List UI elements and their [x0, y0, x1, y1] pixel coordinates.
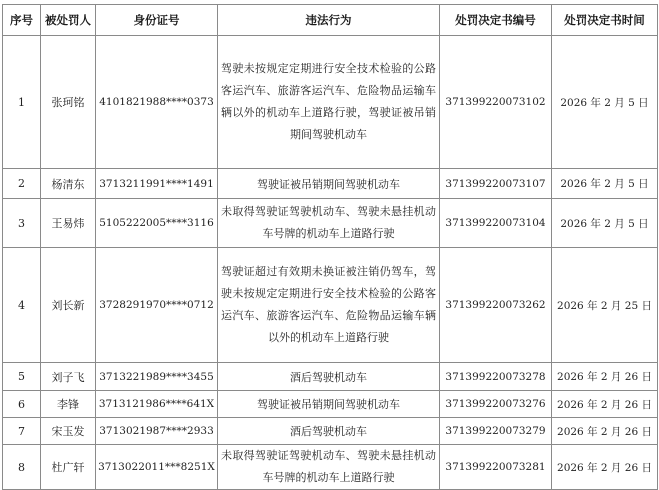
- row-name: 张珂铭: [41, 36, 96, 169]
- row-seq: 8: [3, 445, 41, 490]
- header-seq: 序号: [3, 5, 41, 36]
- row-id: 5105222005****3116: [96, 199, 218, 248]
- row-violation: 驾驶证被吊销期间驾驶机动车: [218, 391, 440, 418]
- header-decision-time: 处罚决定书时间: [552, 5, 658, 36]
- row-decision-no: 371399220073281: [440, 445, 552, 490]
- row-seq: 5: [3, 363, 41, 391]
- row-seq: 6: [3, 391, 41, 418]
- row-name: 杜广轩: [41, 445, 96, 490]
- row-decision-time: 2026 年 2 月 26 日: [552, 363, 658, 391]
- row-name: 杨清东: [41, 169, 96, 199]
- row-decision-time: 2026 年 2 月 26 日: [552, 418, 658, 445]
- row-violation: 酒后驾驶机动车: [218, 418, 440, 445]
- row-violation: 驾驶未按规定定期进行安全技术检验的公路客运汽车、旅游客运汽车、危险物品运输车辆以外的机动车上道路行驶，驾驶证被吊销期间驾驶机动车: [218, 36, 440, 169]
- row-seq: 7: [3, 418, 41, 445]
- row-decision-time: 2026 年 2 月 5 日: [552, 169, 658, 199]
- row-seq: 4: [3, 248, 41, 363]
- row-name: 王易炜: [41, 199, 96, 248]
- row-decision-no: 371399220073104: [440, 199, 552, 248]
- row-id: 4101821988****0373: [96, 36, 218, 169]
- header-decision-no: 处罚决定书编号: [440, 5, 552, 36]
- row-violation: 驾驶证被吊销期间驾驶机动车: [218, 169, 440, 199]
- row-violation: 未取得驾驶证驾驶机动车、驾驶未悬挂机动车号牌的机动车上道路行驶: [218, 445, 440, 490]
- table-row: [3, 169, 658, 199]
- row-decision-no: 371399220073278: [440, 363, 552, 391]
- table-row: [3, 36, 658, 169]
- penalty-table: [2, 4, 658, 490]
- row-decision-no: 371399220073107: [440, 169, 552, 199]
- row-id: 3713121986****641X: [96, 391, 218, 418]
- row-decision-time: 2026 年 2 月 26 日: [552, 391, 658, 418]
- row-name: 刘子飞: [41, 363, 96, 391]
- table-row: [3, 199, 658, 248]
- header-id: 身份证号: [96, 5, 218, 36]
- row-name: 刘长新: [41, 248, 96, 363]
- header-name: 被处罚人: [41, 5, 96, 36]
- row-violation: 驾驶证超过有效期未换证被注销仍驾车，驾驶未按规定定期进行安全技术检验的公路客运汽车、旅游客运汽车、危险物品运输车辆以外的机动车上道路行驶: [218, 248, 440, 363]
- row-decision-no: 371399220073279: [440, 418, 552, 445]
- row-decision-time: 2026 年 2 月 5 日: [552, 36, 658, 169]
- row-violation: 未取得驾驶证驾驶机动车、驾驶未悬挂机动车号牌的机动车上道路行驶: [218, 199, 440, 248]
- header-row: [3, 5, 658, 36]
- row-decision-time: 2026 年 2 月 25 日: [552, 248, 658, 363]
- row-id: 3713221989****3455: [96, 363, 218, 391]
- row-name: 李锋: [41, 391, 96, 418]
- row-id: 3713021987****2933: [96, 418, 218, 445]
- table-row: [3, 445, 658, 490]
- row-name: 宋玉发: [41, 418, 96, 445]
- row-seq: 2: [3, 169, 41, 199]
- row-decision-no: 371399220073262: [440, 248, 552, 363]
- table-row: [3, 248, 658, 363]
- row-decision-no: 3713992200731​02: [440, 36, 552, 169]
- table-row: [3, 363, 658, 391]
- row-violation: 酒后驾驶机动车: [218, 363, 440, 391]
- row-seq: 3: [3, 199, 41, 248]
- row-decision-time: 2026 年 2 月 26 日: [552, 445, 658, 490]
- table-row: [3, 418, 658, 445]
- row-id: 3713211991****1491: [96, 169, 218, 199]
- row-id: 3713022011***8251X: [96, 445, 218, 490]
- table-row: [3, 391, 658, 418]
- row-decision-time: 2026 年 2 月 5 日: [552, 199, 658, 248]
- row-id: 3728291970****0712: [96, 248, 218, 363]
- row-decision-no: 371399220073276: [440, 391, 552, 418]
- row-seq: 1: [3, 36, 41, 169]
- header-violation: 违法行为: [218, 5, 440, 36]
